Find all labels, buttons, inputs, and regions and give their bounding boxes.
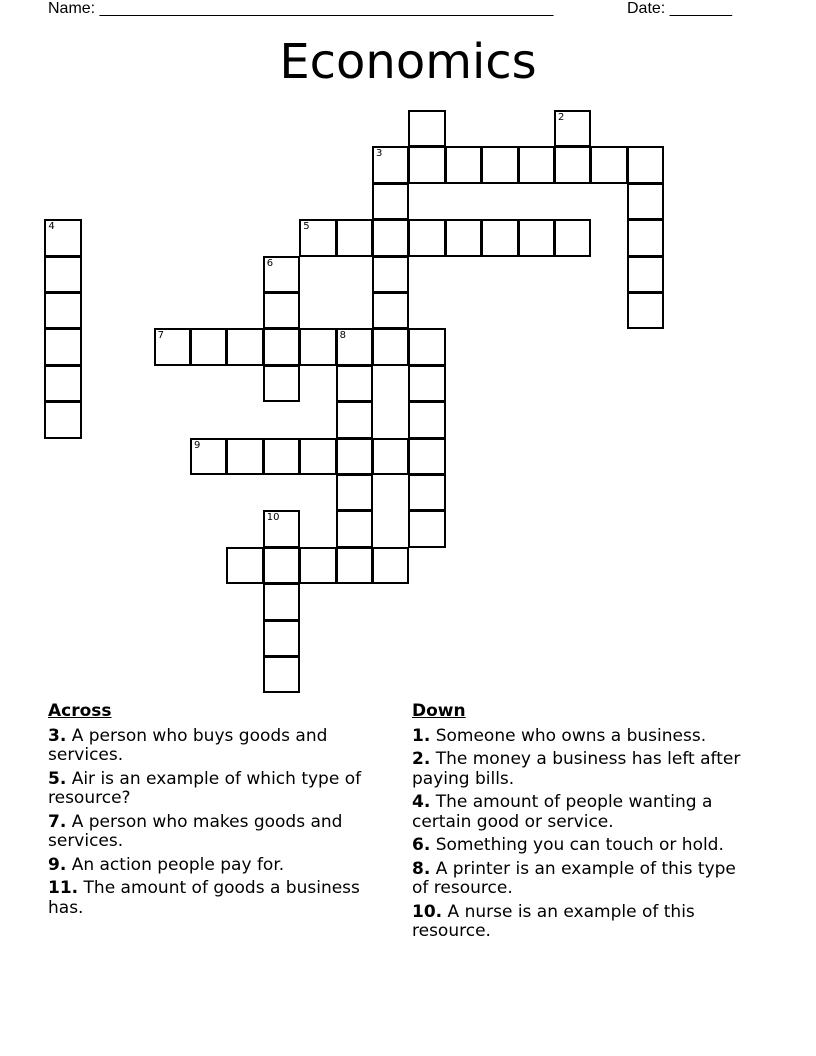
- crossword-cell[interactable]: [518, 146, 555, 183]
- crossword-cell[interactable]: [590, 146, 627, 183]
- crossword-cell[interactable]: [263, 292, 300, 329]
- across-heading: Across: [48, 701, 112, 721]
- crossword-cell[interactable]: [263, 510, 300, 547]
- cell-number: 10: [266, 512, 280, 524]
- crossword-cell[interactable]: [263, 438, 300, 475]
- crossword-cell[interactable]: [154, 328, 191, 365]
- clue-number: 10.: [412, 901, 443, 922]
- crossword-cell[interactable]: [336, 474, 373, 511]
- clue-down-4: [412, 793, 752, 832]
- crossword-cell[interactable]: [263, 656, 300, 693]
- clue-down-8: [412, 860, 752, 899]
- crossword-cell[interactable]: [627, 183, 664, 220]
- crossword-cell[interactable]: [44, 328, 81, 365]
- page-title: Economics: [279, 34, 537, 90]
- crossword-cell[interactable]: [481, 219, 518, 256]
- crossword-cell[interactable]: [226, 328, 263, 365]
- crossword-cell[interactable]: [372, 183, 409, 220]
- crossword-cell[interactable]: [408, 401, 445, 438]
- crossword-cell[interactable]: [554, 219, 591, 256]
- crossword-cell[interactable]: [408, 110, 445, 147]
- date-field-line[interactable]: Date: _______: [627, 0, 732, 17]
- crossword-cell[interactable]: [263, 547, 300, 584]
- clue-text: A nurse is an example of this resource.: [412, 901, 695, 941]
- clue-number: 8.: [412, 858, 431, 879]
- crossword-cell[interactable]: [627, 146, 664, 183]
- crossword-cell[interactable]: [627, 292, 664, 329]
- clue-text: The amount of goods a business has.: [48, 878, 360, 918]
- clue-text: The amount of people wanting a certain good or service.: [412, 792, 713, 832]
- crossword-cell[interactable]: [336, 328, 373, 365]
- clue-number: 2.: [412, 749, 431, 769]
- crossword-cell[interactable]: [554, 146, 591, 183]
- crossword-cell[interactable]: [372, 547, 409, 584]
- clue-text: An action people pay for.: [71, 854, 285, 875]
- crossword-cell[interactable]: [408, 438, 445, 475]
- crossword-cell[interactable]: [44, 365, 81, 402]
- cell-number: 3: [376, 148, 383, 160]
- clue-text: A person who makes goods and services.: [48, 811, 343, 851]
- clue-down-6: [412, 836, 752, 856]
- crossword-cell[interactable]: [372, 256, 409, 293]
- clue-across-11: [48, 879, 388, 918]
- across-clues: [48, 702, 388, 922]
- clue-down-2: [412, 750, 752, 789]
- crossword-cell[interactable]: [44, 401, 81, 438]
- crossword-cell[interactable]: [263, 620, 300, 657]
- crossword-cell[interactable]: [299, 328, 336, 365]
- crossword-cell[interactable]: [372, 219, 409, 256]
- crossword-cell[interactable]: [299, 547, 336, 584]
- crossword-cell[interactable]: [627, 219, 664, 256]
- crossword-cell[interactable]: [408, 146, 445, 183]
- clue-down-10: [412, 903, 752, 942]
- crossword-cell[interactable]: [336, 438, 373, 475]
- crossword-cell[interactable]: [372, 146, 409, 183]
- cell-number: 4: [48, 221, 55, 233]
- crossword-cell[interactable]: [408, 474, 445, 511]
- clue-number: 4.: [412, 792, 431, 812]
- down-clues: [412, 702, 752, 946]
- crossword-cell[interactable]: [336, 510, 373, 547]
- crossword-cell[interactable]: [263, 256, 300, 293]
- cell-number: 7: [157, 330, 164, 342]
- crossword-cell[interactable]: [336, 401, 373, 438]
- clue-number: 9.: [48, 854, 67, 875]
- crossword-cell[interactable]: [481, 146, 518, 183]
- clue-text: The money a business has left after paying bills.: [412, 749, 741, 789]
- crossword-cell[interactable]: [336, 547, 373, 584]
- crossword-cell[interactable]: [299, 438, 336, 475]
- crossword-cell[interactable]: [408, 219, 445, 256]
- clue-number: 7.: [48, 811, 67, 832]
- cell-number: 9: [194, 439, 201, 451]
- clue-number: 6.: [412, 835, 431, 855]
- clue-number: 5.: [48, 768, 67, 789]
- crossword-cell[interactable]: [44, 292, 81, 329]
- crossword-cell[interactable]: [372, 328, 409, 365]
- clue-across-9: [48, 856, 388, 876]
- name-field-line[interactable]: Name: ___________________________________________________: [48, 0, 554, 17]
- cell-number: 8: [339, 330, 346, 342]
- crossword-cell[interactable]: [445, 146, 482, 183]
- clue-across-3: [48, 727, 388, 766]
- clue-down-1: [412, 727, 752, 747]
- clue-number: 3.: [48, 725, 67, 746]
- clue-across-5: [48, 770, 388, 809]
- crossword-cell[interactable]: [44, 219, 81, 256]
- crossword-cell[interactable]: [445, 219, 482, 256]
- crossword-cell[interactable]: [627, 256, 664, 293]
- crossword-cell[interactable]: [263, 365, 300, 402]
- crossword-cell[interactable]: [263, 328, 300, 365]
- crossword-cell[interactable]: [299, 219, 336, 256]
- clue-text: Something you can touch or hold.: [435, 835, 724, 855]
- crossword-cell[interactable]: [554, 110, 591, 147]
- clue-text: A person who buys goods and services.: [48, 725, 328, 765]
- crossword-cell[interactable]: [372, 438, 409, 475]
- crossword-cell[interactable]: [408, 365, 445, 402]
- clue-number: 11.: [48, 878, 79, 898]
- crossword-cell[interactable]: [336, 365, 373, 402]
- crossword-cell[interactable]: [44, 256, 81, 293]
- crossword-cell[interactable]: [226, 438, 263, 475]
- clue-text: A printer is an example of this type of resource.: [412, 858, 736, 898]
- cell-number: 5: [303, 221, 310, 233]
- clue-text: Someone who owns a business.: [435, 725, 707, 746]
- crossword-cell[interactable]: [226, 547, 263, 584]
- clue-number: 1.: [412, 725, 431, 746]
- crossword-cell[interactable]: [190, 328, 227, 365]
- clue-across-7: [48, 813, 388, 852]
- crossword-cell[interactable]: [408, 510, 445, 547]
- cell-number: 2: [558, 112, 565, 123]
- cell-number: 6: [266, 257, 274, 269]
- clue-text: Air is an example of which type of resource?: [48, 768, 362, 808]
- crossword-cell[interactable]: [190, 438, 227, 475]
- crossword-cell[interactable]: [408, 328, 445, 365]
- down-heading: Down: [412, 701, 466, 721]
- crossword-cell[interactable]: [518, 219, 555, 256]
- crossword-cell[interactable]: [336, 219, 373, 256]
- crossword-cell[interactable]: [372, 292, 409, 329]
- crossword-cell[interactable]: [263, 583, 300, 620]
